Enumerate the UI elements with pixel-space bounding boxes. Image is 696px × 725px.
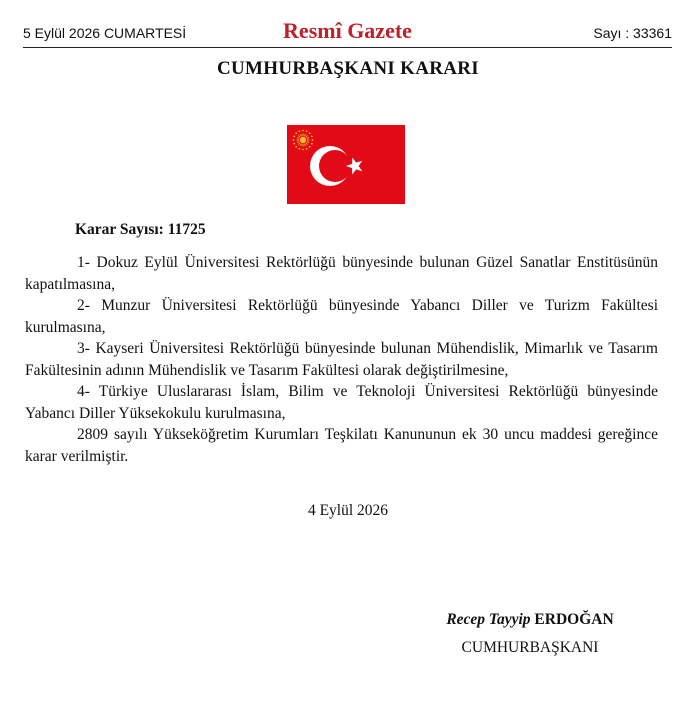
signatory-given-name: Recep Tayyip (446, 611, 531, 628)
paragraph-4: 4- Türkiye Uluslararası İslam, Bilim ve Teknoloji Üniversitesi Rektörlüğü bünyesinde Yabancı Diller Yüksekokulu kurulmasına, (25, 383, 658, 422)
issue-date: 5 Eylül 2026 CUMARTESİ (23, 25, 187, 41)
paragraph-2: 2- Munzur Üniversitesi Rektörlüğü bünyesinde Yabancı Diller ve Turizm Fakültesi kurulmasına, (25, 297, 658, 336)
header-divider (23, 47, 672, 48)
decision-body (25, 252, 658, 467)
issue-number: Sayı : 33361 (593, 25, 672, 41)
paragraph-3: 3- Kayseri Üniversitesi Rektörlüğü bünyesinde bulunan Mühendislik, Mimarlık ve Tasarım Fakültesinin adının Mühendislik ve Tasarım Fakültesi olarak değiştirilmesine, (25, 340, 658, 379)
paragraph-1: 1- Dokuz Eylül Üniversitesi Rektörlüğü bünyesinde bulunan Güzel Sanatlar Enstitüsünün kapatılmasına, (25, 254, 658, 293)
signatory-title: CUMHURBAŞKANI (461, 639, 599, 656)
document-title: CUMHURBAŞKANI KARARI (217, 58, 479, 79)
presidential-flag (287, 125, 405, 204)
signatory-name (432, 611, 628, 629)
gazette-header (23, 18, 672, 48)
decision-number: Karar Sayısı: 11725 (75, 221, 206, 238)
signatory-surname: ERDOĞAN (534, 611, 614, 628)
turkish-presidential-flag-icon (287, 125, 405, 204)
paragraph-5: 2809 sayılı Yükseköğretim Kurumları Teşkilatı Kanununun ek 30 uncu maddesi gereğince karar verilmiştir. (25, 426, 658, 465)
gazette-name: Resmî Gazete (283, 18, 412, 43)
decision-date: 4 Eylül 2026 (307, 502, 389, 519)
